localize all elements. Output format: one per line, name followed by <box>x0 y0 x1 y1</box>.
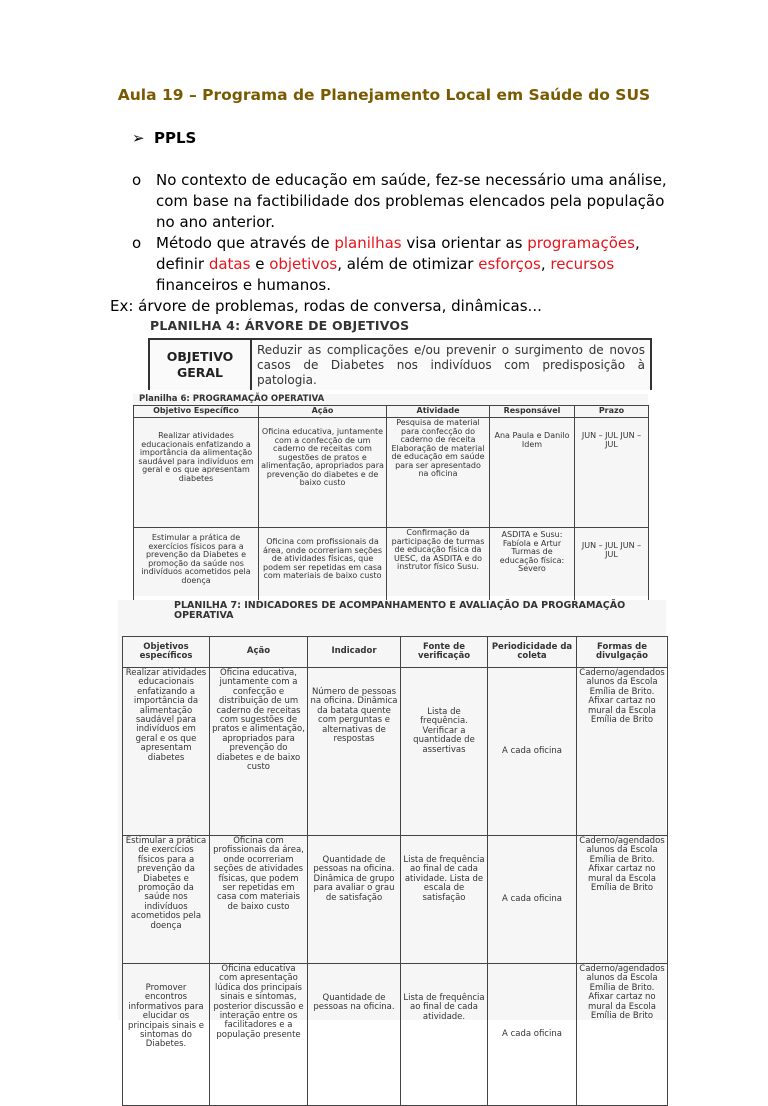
table-cell: Realizar atividades educacionais enfatizando a importância da alimentação saudável para indivíduos em geral e os que apresentam diabetes <box>123 668 210 836</box>
highlight-word: planilhas <box>334 234 402 252</box>
highlight-word: objetivos <box>269 255 338 273</box>
table-cell: Realizar atividades educacionais enfatizando a importância da alimentação saudável para indivíduos em geral e os que apresentam diabetes <box>134 418 259 528</box>
arrow-bullet-icon: ➢ <box>132 129 145 147</box>
table-cell: Estimular a prática de exercícios físicos para a prevenção da Diabetes e promoção da saúde nos indivíduos acometidos pela doença <box>123 836 210 964</box>
highlight-word: esforços <box>478 255 541 273</box>
table-cell: A cada oficina <box>488 964 577 1106</box>
highlight-word: recursos <box>550 255 615 273</box>
bullet-item-method <box>132 233 672 296</box>
highlight-word: datas <box>208 255 251 273</box>
table-header: Ação <box>210 637 308 668</box>
table-cell: Promover encontros informativos para elucidar os principais sinais e sintomas do Diabetes. <box>123 964 210 1106</box>
planilha7-title: PLANILHA 7: INDICADORES DE ACOMPANHAMENTO E AVALIAÇÃO DA PROGRAMAÇÃO OPERATIVA <box>174 600 626 621</box>
document-title: Aula 19 – Programa de Planejamento Local em Saúde do SUS <box>117 86 651 104</box>
table-cell: Oficina com profissionais da área, onde ocorreriam seções de atividades físicas, que podem ser repetidas em casa com materiais de baixo custo <box>259 528 387 620</box>
text-run: visa orientar as <box>401 234 528 252</box>
table-row <box>123 668 668 836</box>
table-header: Periodicidade da coleta <box>488 637 577 668</box>
example-line: Ex: árvore de problemas, rodas de conversa, dinâmicas... <box>110 297 542 315</box>
table-cell: Número de pessoas na oficina. Dinâmica da batata quente com perguntas e alternativas de respostas <box>308 668 401 836</box>
table-cell: Quantidade de pessoas na oficina. Dinâmica de grupo para avaliar o grau de satisfação <box>308 836 401 964</box>
table-cell: Estimular a prática de exercícios físicos para a prevenção da Diabetes e promoção da saúde nos indivíduos acometidos pela doença <box>134 528 259 620</box>
table-header: Objetivos específicos <box>123 637 210 668</box>
table-header: Indicador <box>308 637 401 668</box>
table-header: Responsável <box>490 406 575 418</box>
table-cell: A cada oficina <box>488 836 577 964</box>
table-header: Fonte de verificação <box>401 637 488 668</box>
objetivo-geral-label: OBJETIVO GERAL <box>150 340 252 390</box>
table-header: Atividade <box>387 406 490 418</box>
text-run: , <box>540 255 551 273</box>
text-run: Método que através de <box>156 234 335 252</box>
planilha6-table <box>133 405 649 620</box>
text-run: , além de otimizar <box>337 255 479 273</box>
bullet-text: No contexto de educação em saúde, fez-se necessário uma análise, com base na factibilidade dos problemas elencados pela população no ano anterior. <box>156 171 667 231</box>
table-cell: Pesquisa de material para confecção do caderno de receita Elaboração de material de educação em saúde para ser apresentado na oficina <box>387 418 490 528</box>
circle-bullet-icon: o <box>132 171 142 189</box>
table-cell: Ana Paula e Danilo Idem <box>490 418 575 528</box>
table-row <box>123 836 668 964</box>
planilha6-image <box>133 394 648 596</box>
highlight-word: programações <box>527 234 635 252</box>
table-cell: Lista de frequência ao final de cada atividade. <box>401 964 488 1106</box>
table-cell: Caderno/agendados alunos da Escola Emília de Brito. Afixar cartaz no mural da Escola Emília de Brito <box>577 836 668 964</box>
table-header-row <box>123 637 668 668</box>
table-cell: Confirmação da participação de turmas de educação física da UESC, da ASDITA e do instrutor físico Susu. <box>387 528 490 620</box>
table-cell: ASDITA e Susu: Fabíola e Artur Turmas de educação física: Severo <box>490 528 575 620</box>
section-heading-text: PPLS <box>154 129 197 147</box>
table-cell: JUN – JUL JUN – JUL <box>575 418 649 528</box>
circle-bullet-icon: o <box>132 234 142 252</box>
table-cell: Oficina educativa, juntamente com a confecção e distribuição de um caderno de receitas com sugestões de pratos e alimentação, apropriados para prevenção do diabetes e de baixo custo <box>210 668 308 836</box>
table-cell: Lista de frequência. Verificar a quantidade de assertivas <box>401 668 488 836</box>
planilha7-table <box>122 636 668 1106</box>
text-run: e <box>250 255 270 273</box>
objetivo-geral-text: Reduzir as complicações e/ou prevenir o surgimento de novos casos de Diabetes nos indivíduos com predisposição à patologia. <box>257 343 645 387</box>
planilha6-title: Planilha 6: PROGRAMAÇÃO OPERATIVA <box>139 394 325 404</box>
table-cell: Caderno/agendados alunos da Escola Emília de Brito. Afixar cartaz no mural da Escola Emília de Brito <box>577 668 668 836</box>
table-row <box>123 964 668 1106</box>
table-header: Objetivo Específico <box>134 406 259 418</box>
text-run: , definir <box>156 234 640 273</box>
table-cell: Lista de frequência ao final de cada atividade. Lista de escala de satisfação <box>401 836 488 964</box>
bullet-text <box>156 233 672 296</box>
section-heading <box>132 129 196 147</box>
table-cell: Quantidade de pessoas na oficina. <box>308 964 401 1106</box>
table-header-row <box>134 406 649 418</box>
table-cell: Oficina com profissionais da área, onde ocorreriam seções de atividades físicas, que podem ser repetidas em casa com materiais de baixo custo <box>210 836 308 964</box>
planilha4-title: PLANILHA 4: ÁRVORE DE OBJETIVOS <box>150 318 410 333</box>
planilha4-box <box>148 338 652 390</box>
bullet-item-context <box>132 170 672 233</box>
table-row <box>134 418 649 528</box>
table-header: Prazo <box>575 406 649 418</box>
table-cell: Oficina educativa com apresentação lúdica dos principais sinais e sintomas, posterior discussão e interação entre os facilitadores e a população presente <box>210 964 308 1106</box>
table-cell: Caderno/agendados alunos da Escola Emília de Brito. Afixar cartaz no mural da Escola Emília de Brito <box>577 964 668 1106</box>
text-run: financeiros e humanos. <box>156 276 331 294</box>
table-cell: JUN – JUL JUN – JUL <box>575 528 649 620</box>
table-header: Formas de divulgação <box>577 637 668 668</box>
planilha7-image <box>118 600 666 1050</box>
table-header: Ação <box>259 406 387 418</box>
table-cell: A cada oficina <box>488 668 577 836</box>
table-cell: Oficina educativa, juntamente com a confecção de um caderno de receitas com sugestões de pratos e alimentação, apropriados para prevenção do diabetes e de baixo custo <box>259 418 387 528</box>
